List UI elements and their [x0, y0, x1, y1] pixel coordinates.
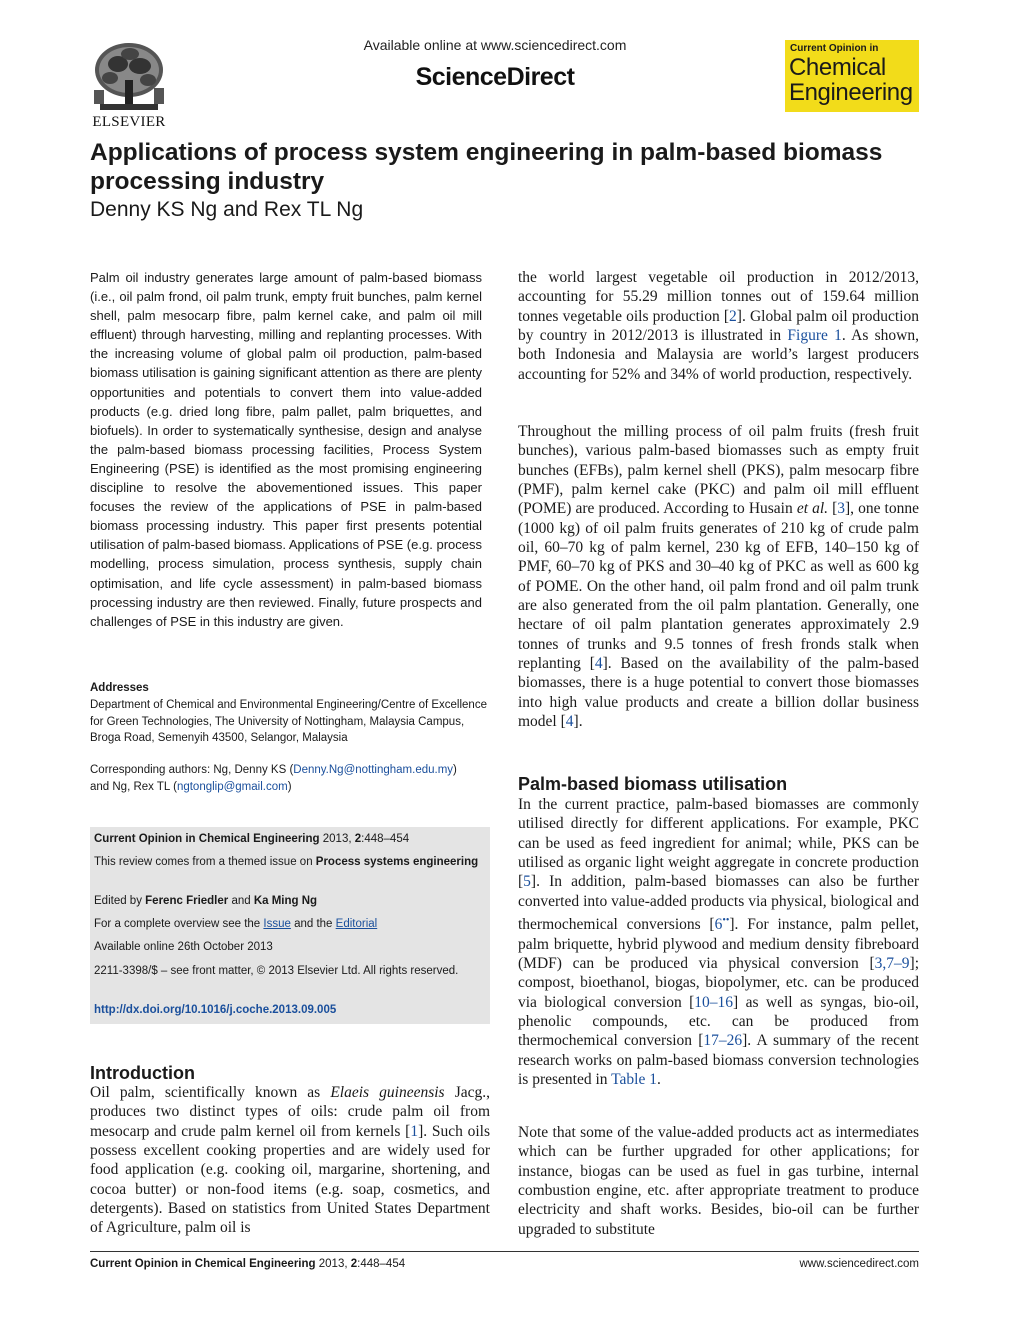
ref-link-5[interactable]: 5 — [523, 873, 531, 891]
footer-year: 2013, — [315, 1258, 351, 1270]
doi-link[interactable] — [94, 1002, 484, 1018]
intro-text-1: Oil palm, scientifically known as — [90, 1084, 331, 1101]
p3-text-f: ]. A summary of the recent research works on palm-based biomass conversion technologies is presented in — [518, 1032, 919, 1088]
info-themed-issue — [94, 854, 484, 870]
info-available-online: Available online 26th October 2013 — [94, 941, 273, 953]
right-paragraph-4: Note that some of the value-added products act as intermediates which can be further upgraded for other applications; for instance, biogas can be used as fuel in gas turbine, internal combustion engine, etc. after appropriate treatment to produce electricity and shaft works. Besides, bio-oil can be further upgraded to substitute — [518, 1124, 919, 1238]
journal-badge-small: Current Opinion in — [790, 43, 879, 54]
info-journal — [94, 831, 484, 847]
info-editor-2: Ka Ming Ng — [253, 895, 318, 907]
p1-text-c: . As shown, both Indonesia and Malaysia are world’s largest producers accounting for 52% and 34% of world production, respectively. — [518, 327, 920, 383]
p3-text-e: ] as well as syngas, bio-oil, phenolic compounds, etc. can be produced from thermochemical conversion [ — [518, 993, 919, 1050]
editorial-link[interactable]: Editorial — [335, 918, 378, 930]
email-link-ng-rex[interactable]: ngtonglip@gmail.com — [176, 780, 288, 793]
article-info-box — [90, 827, 490, 1024]
p2-text-d: ]. Based on the availability of the palm-based biomasses, there is a huge potential to convert those biomasses into high value products and create a billion dollar business model [ — [518, 655, 919, 731]
elsevier-tree-icon — [90, 40, 168, 114]
ref-6-mark: •• — [722, 915, 730, 927]
journal-badge — [785, 40, 919, 112]
info-editor-1: Ferenc Friedler — [145, 895, 229, 907]
p2-text-a: Throughout the milling process of oil palm fruits (fresh fruit bunches), various palm-based biomasses such as empty fruit bunches (EFBs), palm kernel shell (PKS), palm mesocarp fibre (PMF), palm kernel cake (PKC) and palm oil mill effluent (POME) are produced. According to Husain — [518, 423, 919, 518]
intro-text-2: Jacg., produces two distinct types of oils: crude palm oil from mesocarp and crude palm kernel oil from kernels [ — [90, 1084, 490, 1140]
email-link-ng-denny[interactable]: Denny.Ng@nottingham.edu.my — [293, 764, 454, 776]
p2-text-e: ]. — [573, 713, 583, 731]
p2-etal: et al. — [796, 500, 829, 518]
ref-link-3[interactable]: 3 — [837, 500, 845, 518]
info-edited-and: and — [228, 895, 254, 907]
ref-link-4a[interactable]: 4 — [594, 655, 603, 673]
right-paragraph-3 — [518, 795, 919, 1089]
ref-link-10-16[interactable]: 10–16 — [694, 993, 734, 1011]
right-paragraph-1 — [518, 268, 919, 384]
info-edited-prefix: Edited by — [94, 895, 146, 907]
biomass-utilisation-heading: Palm-based biomass utilisation — [518, 774, 788, 794]
info-overview-prefix: For a complete overview see the — [94, 918, 264, 930]
p1-text-b: ]. Global palm oil production by country in 2012/2013 is illustrated in — [518, 307, 920, 345]
p3-text-d: ]; compost, bioethanol, biogas, biopolymer, etc. can be produced via biological conversion [ — [518, 954, 919, 1011]
footer-website[interactable]: www.sciencedirect.com — [799, 1258, 919, 1270]
abstract: Palm oil industry generates large amount of palm-based biomass (i.e., oil palm frond, oil palm trunk, empty fruit bunches, palm kernel shell, palm mesocarp fibre, palm kernel cake, and palm oil mill effluent) through harvesting, milling and replanting processes. With the increasing volume of global palm oil production, palm-based biomass utilisation is gaining significant attention as there are plenty opportunities and potentials to convert them into value-added products (e.g. dried long fibre, palm pallet, palm briquettes, and biofuels). In order to systematically synthesise, design and analyse the palm-based biomass processing facilities, Process System Engineering (PSE) is identified as the most promising engineering discipline to resolve the abovementioned issues. This paper focuses the review of the applications of PSE in palm-based biomass processing industry. This paper first presents potential utilisation of palm-based biomass. Applications of PSE (e.g. process modelling, process simulation, process synthesis, supply chain optimisation, and life cycle assessment) in palm-based biomass processing industry are then reviewed. Finally, future prospects and challenges of PSE in this industry are given. — [90, 270, 482, 629]
corresponding-middle: ) and Ng, Rex TL ( — [90, 764, 457, 793]
ref-link-2[interactable]: 2 — [729, 307, 737, 325]
journal-badge-line1: Chemical — [789, 54, 886, 81]
figure-1-link[interactable]: Figure 1 — [787, 327, 842, 345]
addresses-text: Department of Chemical and Environmental Engineering/Centre of Excellence for Green Technologies, The University of Nottingham, Malaysia Campus, Broga Road, Semenyih 43500, Selangor, Malaysia — [90, 699, 487, 744]
footer-pages: :448–454 — [357, 1258, 406, 1270]
journal-badge-line2: Engineering — [789, 79, 913, 106]
sciencedirect-logo[interactable]: ScienceDirect — [415, 63, 575, 91]
table-1-link[interactable]: Table 1 — [611, 1070, 657, 1088]
introduction-heading: Introduction — [90, 1063, 195, 1083]
corresponding-suffix: ) — [287, 780, 292, 793]
journal-badge-title — [789, 55, 913, 105]
ref-link-17-26[interactable]: 17–26 — [703, 1032, 743, 1050]
info-overview-and: and the — [290, 918, 336, 930]
info-journal-volume: 2 — [354, 833, 362, 845]
available-online-text: Available online at www.sciencedirect.com — [363, 37, 627, 53]
issue-link[interactable]: Issue — [263, 918, 291, 930]
publisher-name: ELSEVIER — [92, 114, 166, 130]
elsevier-logo — [90, 40, 168, 130]
p3-text-b: ]. In addition, palm-based biomasses can also be further converted into value-added products via physical, biological and thermochemical conversions [ — [518, 873, 919, 934]
right-paragraph-2 — [518, 422, 919, 732]
info-copyright: 2211-3398/$ – see front matter, © 2013 Elsevier Ltd. All rights reserved. — [94, 965, 459, 977]
p3-text-c: ]. For instance, palm pellet, palm briquette, hybrid plywood and medium density fibreboard (MDF) can be produced via physical conversion [ — [518, 916, 920, 972]
footer-citation — [90, 1258, 405, 1270]
p2-text-b: [ — [828, 500, 838, 518]
ref-link-6[interactable] — [715, 916, 730, 933]
doi-link-text[interactable]: http://dx.doi.org/10.1016/j.coche.2013.09.005 — [94, 1004, 337, 1016]
intro-text-3: ]. Such oils possess excellent cooking properties and are widely used for food application (e.g. cooking oil, margarine, shortening, and cocoa butter) or non-food items (e.g. soap, cosmetics, and detergents). Based on statistics from United States Department of Agriculture, palm oil is — [90, 1122, 490, 1237]
corresponding-authors — [90, 762, 488, 795]
ref-link-1[interactable]: 1 — [410, 1122, 419, 1140]
info-journal-year: 2013, — [319, 833, 355, 845]
ref-6-number[interactable]: 6 — [714, 916, 723, 934]
info-journal-pages: :448–454 — [361, 833, 410, 845]
footer-volume: 2 — [350, 1258, 358, 1270]
ref-link-3-7-9[interactable]: 3,7–9 — [874, 954, 910, 972]
addresses-heading: Addresses — [90, 682, 149, 694]
article-authors: Denny KS Ng and Rex TL Ng — [90, 198, 364, 221]
info-edited-by — [94, 893, 484, 909]
ref-link-4b[interactable]: 4 — [565, 713, 574, 731]
corresponding-prefix: Corresponding authors: Ng, Denny KS ( — [90, 764, 294, 776]
info-overview — [94, 916, 484, 932]
p1-text-a: the world largest vegetable oil production in 2012/2013, accounting for 55.29 million tonnes out of 159.64 million tonnes vegetable oils production [ — [518, 269, 919, 325]
p3-text-g: . — [656, 1070, 661, 1088]
info-themed-prefix: This review comes from a themed issue on — [94, 856, 316, 868]
introduction-text — [90, 1083, 490, 1238]
info-themed-topic: Process systems engineering — [315, 856, 479, 868]
info-journal-name: Current Opinion in Chemical Engineering — [94, 833, 320, 845]
footer-journal: Current Opinion in Chemical Engineering — [90, 1258, 316, 1270]
p3-text-a: In the current practice, palm-based biomasses are commonly utilised directly for different applications. For example, PKC can be used as feed ingredient for animal; while, PKS can be utilised as organic light weight aggregate in concrete production [ — [518, 796, 919, 891]
footer-divider — [90, 1251, 919, 1252]
article-title: Applications of process system engineering in palm-based biomass processing industry — [90, 139, 883, 195]
p2-text-c: ], one tonne (1000 kg) of oil palm fruits generates of 210 kg of crude palm oil, 60–70 kg of palm kernel, 230 kg of EFB, 140–150 kg of PMF, 60–70 kg of PKS and 30–40 kg of PKC as well as 600 kg of POME. On the other hand, oil palm frond and oil palm trunk are also generated from the oil palm plantation. Generally, one hectare of oil palm plantation generates approximately 2.9 tonnes of trunks and 9.5 tonnes of fresh fronds stalk when replanting [ — [518, 500, 919, 673]
intro-species: Elaeis guineensis — [330, 1084, 445, 1101]
